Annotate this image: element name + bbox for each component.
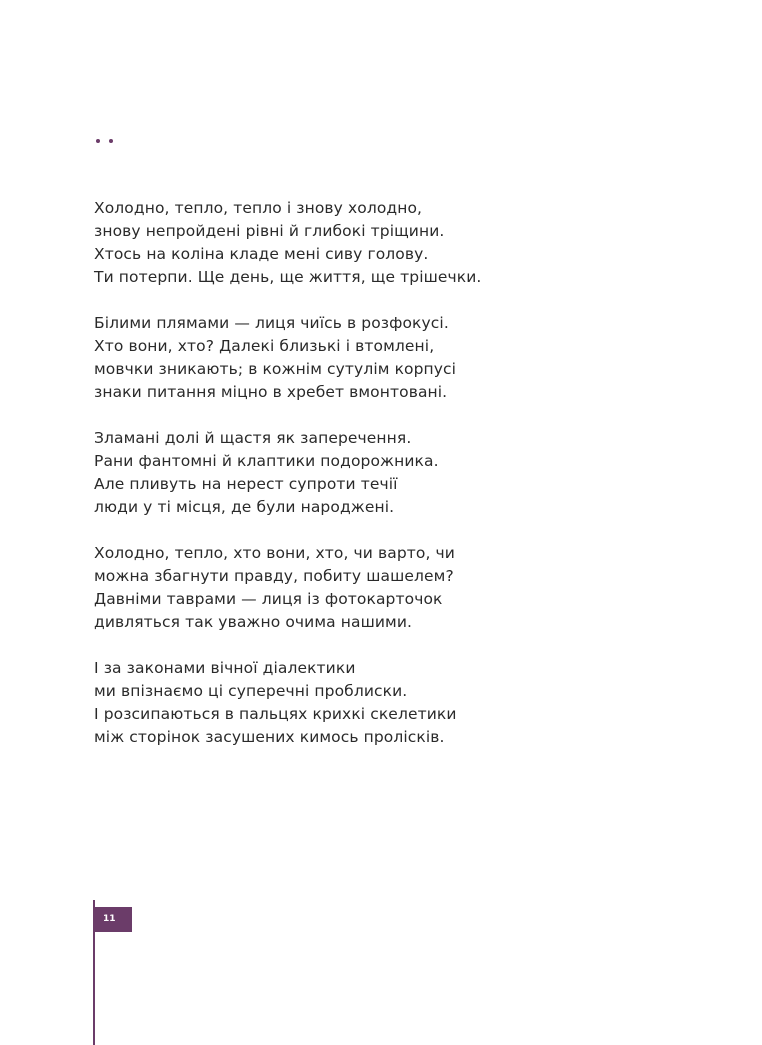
page-number: 11 (93, 907, 132, 932)
poem-line: І за законами вічної діалектики (94, 659, 356, 677)
poem-line: Ти потерпи. Ще день, ще життя, ще трішечки. (94, 268, 482, 286)
poem-line: Але пливуть на нерест супроти течії (94, 475, 398, 493)
poem-line: Давніми таврами — лиця із фотокарточок (94, 590, 443, 608)
poem-line: дивляться так уважно очима нашими. (94, 613, 413, 631)
poem-line: Зламані долі й щастя як заперечення. (94, 429, 412, 447)
ornament-dot (96, 139, 100, 143)
stanza-4 (94, 542, 714, 634)
poem-line: ми впізнаємо ці суперечні проблиски. (94, 682, 408, 700)
poem-line: Рани фантомні й клаптики подорожника. (94, 452, 439, 470)
poem-line: можна збагнути правду, побиту шашелем? (94, 567, 454, 585)
stanza-1 (94, 197, 714, 289)
poem-line: мовчки зникають; в кожнім сутулім корпусі (94, 360, 457, 378)
poem-line: Холодно, тепло, тепло і знову холодно, (94, 199, 423, 217)
poem-line: люди у ті місця, де були народжені. (94, 498, 395, 516)
poem-line: знову непройдені рівні й глибокі тріщини. (94, 222, 445, 240)
poem-line: Білими плямами — лиця чиїсь в розфокусі. (94, 314, 449, 332)
stanza-3 (94, 427, 714, 519)
poem-line: Хто вони, хто? Далекі близькі і втомлені, (94, 337, 435, 355)
poem-line: знаки питання міцно в хребет вмонтовані. (94, 383, 448, 401)
ornament-dot (109, 139, 113, 143)
poem-line: між сторінок засушених кимось пролісків. (94, 728, 445, 746)
stanza-5 (94, 657, 714, 749)
poem-line: І розсипаються в пальцях крихкі скелетики (94, 705, 457, 723)
stanza-2 (94, 312, 714, 404)
poem-line: Холодно, тепло, хто вони, хто, чи варто, чи (94, 544, 455, 562)
poem-line: Хтось на коліна кладе мені сиву голову. (94, 245, 429, 263)
ornament-dots (96, 139, 113, 143)
poem (94, 197, 714, 772)
